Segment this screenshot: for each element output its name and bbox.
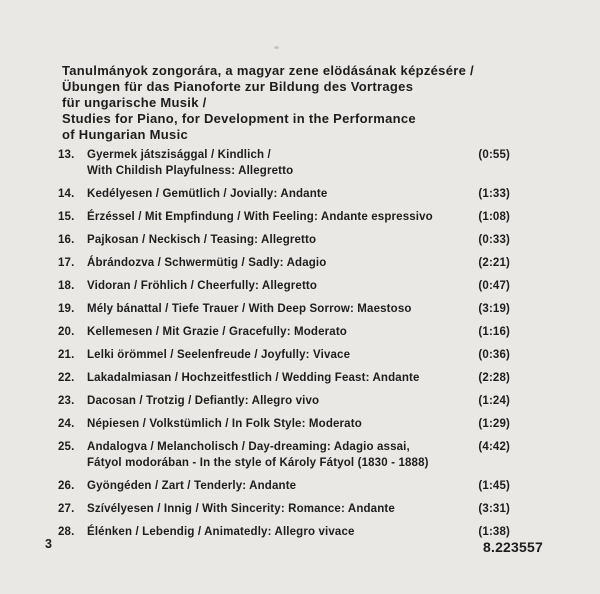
track-duration: (1:38) — [478, 526, 510, 538]
track-title-line: Élénken / Lebendig / Animatedly: Allegro vivace — [87, 526, 355, 538]
track-title-line: Szívélyesen / Innig / With Sincerity: Romance: Andante — [87, 503, 395, 515]
track-number: 18. — [58, 280, 75, 292]
track-number: 21. — [58, 349, 75, 361]
track-number: 13. — [58, 149, 75, 161]
track-title-line: Kellemesen / Mit Grazie / Gracefully: Moderato — [87, 326, 347, 338]
track-duration: (1:33) — [478, 188, 510, 200]
track-duration: (0:47) — [478, 280, 510, 292]
track-title-line: Dacosan / Trotzig / Defiantly: Allegro vivo — [87, 395, 320, 407]
track-number: 25. — [58, 441, 75, 453]
track-title — [87, 478, 448, 494]
track-duration: (3:31) — [478, 503, 510, 515]
track-number: 14. — [58, 188, 75, 200]
track-number: 22. — [58, 372, 75, 384]
catalog-number: 8.223557 — [483, 539, 543, 555]
page-number: 3 — [45, 537, 52, 551]
track-duration: (1:45) — [478, 480, 510, 492]
track-duration: (0:55) — [478, 149, 510, 161]
track-number: 16. — [58, 234, 75, 246]
track-row — [58, 478, 510, 494]
track-row — [58, 147, 510, 179]
track-number: 17. — [58, 257, 75, 269]
track-duration: (1:08) — [478, 211, 510, 223]
album-title-block — [62, 63, 542, 143]
track-row — [58, 370, 510, 386]
album-title-line-german-1: Übungen für das Pianoforte zur Bildung des Vortrages — [62, 79, 414, 94]
track-title — [87, 186, 448, 202]
track-title-line: Andalogva / Melancholisch / Day-dreaming: Adagio assai, — [87, 441, 410, 453]
track-title — [87, 209, 448, 225]
track-row — [58, 439, 510, 471]
track-number: 27. — [58, 503, 75, 515]
track-title-line: Gyermek játszisággal / Kindlich / — [87, 149, 271, 161]
track-number: 19. — [58, 303, 75, 315]
track-title-line: Lakadalmiasan / Hochzeitfestlich / Wedding Feast: Andante — [87, 372, 420, 384]
track-number: 20. — [58, 326, 75, 338]
track-title-line: With Childish Playfulness: Allegretto — [87, 165, 294, 177]
track-title — [87, 278, 448, 294]
track-duration: (1:16) — [478, 326, 510, 338]
track-duration: (2:21) — [478, 257, 510, 269]
track-title — [87, 147, 448, 179]
track-number: 24. — [58, 418, 75, 430]
track-number: 15. — [58, 211, 75, 223]
track-title — [87, 501, 448, 517]
track-title — [87, 324, 448, 340]
track-list — [58, 147, 510, 547]
track-title-line: Érzéssel / Mit Empfindung / With Feeling: Andante espressivo — [87, 211, 433, 223]
album-title-line-german-2: für ungarische Musik / — [62, 95, 207, 110]
track-row — [58, 232, 510, 248]
track-row — [58, 393, 510, 409]
track-duration: (0:33) — [478, 234, 510, 246]
track-title-line: Lelki örömmel / Seelenfreude / Joyfully: Vivace — [87, 349, 351, 361]
track-title — [87, 255, 448, 271]
scan-artifact-speck — [274, 46, 279, 49]
track-duration: (4:42) — [478, 441, 510, 453]
track-duration: (1:29) — [478, 418, 510, 430]
track-row — [58, 186, 510, 202]
track-title — [87, 301, 448, 317]
track-number: 28. — [58, 526, 75, 538]
track-row — [58, 324, 510, 340]
track-row — [58, 278, 510, 294]
track-title — [87, 347, 448, 363]
track-duration: (1:24) — [478, 395, 510, 407]
track-title — [87, 416, 448, 432]
album-title-line-english-1: Studies for Piano, for Development in the Performance — [62, 111, 416, 126]
track-title — [87, 370, 448, 386]
track-title-line: Fátyol modorában - In the style of Károly Fátyol (1830 - 1888) — [87, 457, 429, 469]
track-title — [87, 439, 448, 471]
track-row — [58, 209, 510, 225]
album-title-line-hungarian: Tanulmányok zongorára, a magyar zene elödásának képzésére / — [62, 63, 474, 78]
track-duration: (3:19) — [478, 303, 510, 315]
track-title-line: Vidoran / Fröhlich / Cheerfully: Allegretto — [87, 280, 318, 292]
track-title-line: Pajkosan / Neckisch / Teasing: Allegretto — [87, 234, 317, 246]
album-title-line-english-2: of Hungarian Music — [62, 127, 189, 142]
track-title — [87, 524, 448, 540]
track-row — [58, 416, 510, 432]
track-title-line: Gyöngéden / Zart / Tenderly: Andante — [87, 480, 297, 492]
track-row — [58, 347, 510, 363]
track-number: 26. — [58, 480, 75, 492]
track-title-line: Ábrándozva / Schwermütig / Sadly: Adagio — [87, 257, 327, 269]
track-title — [87, 393, 448, 409]
track-row — [58, 501, 510, 517]
track-number: 23. — [58, 395, 75, 407]
track-row — [58, 301, 510, 317]
track-row — [58, 524, 510, 540]
track-title-line: Kedélyesen / Gemütlich / Jovially: Andante — [87, 188, 328, 200]
track-title-line: Népiesen / Volkstümlich / In Folk Style: Moderato — [87, 418, 362, 430]
track-title-line: Mély bánattal / Tiefe Trauer / With Deep Sorrow: Maestoso — [87, 303, 412, 315]
track-duration: (0:36) — [478, 349, 510, 361]
track-row — [58, 255, 510, 271]
track-duration: (2:28) — [478, 372, 510, 384]
track-title — [87, 232, 448, 248]
